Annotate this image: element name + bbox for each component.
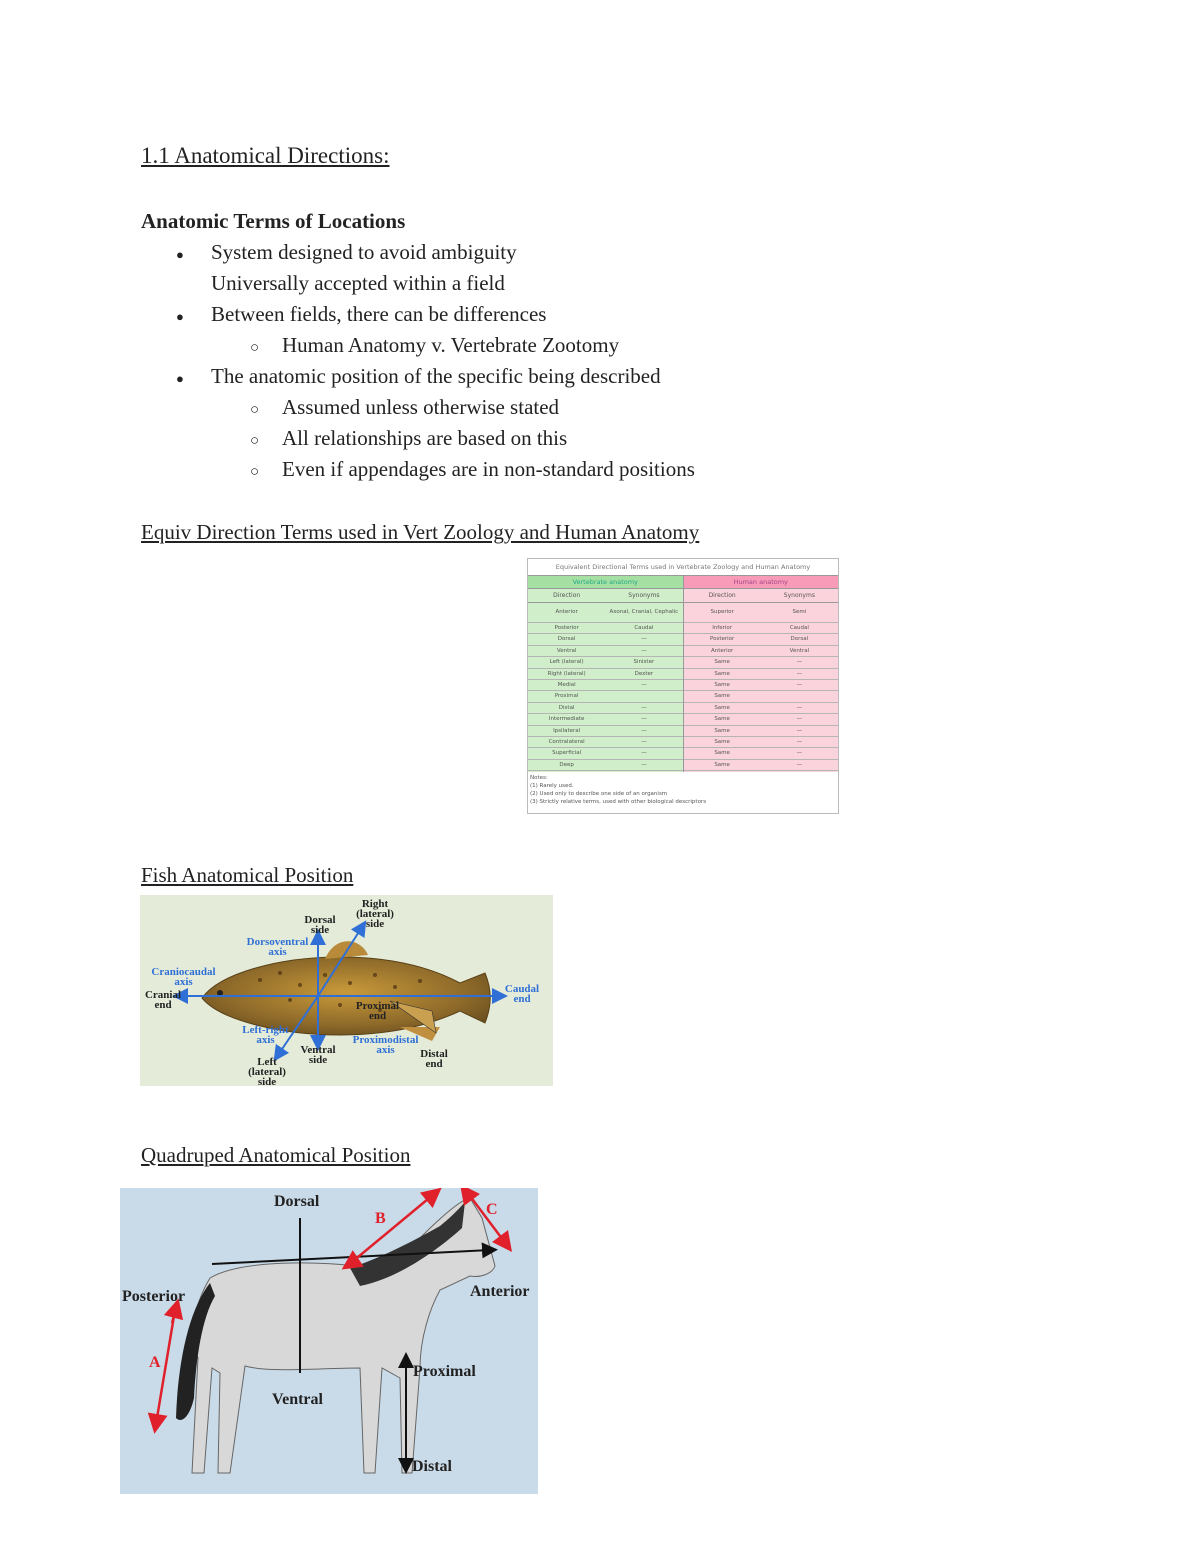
table-note: (2) Used only to describe one side of an organism (530, 791, 668, 797)
table-cell: Same (714, 693, 730, 700)
sub-bullet-item: ○ All relationships are based on this (250, 426, 568, 450)
table-row (684, 703, 839, 714)
bullet-list-item: ● Between fields, there can be differences (176, 302, 547, 326)
table-cell: Deep (559, 761, 574, 768)
bullet-list-item: Universally accepted within a field (211, 271, 505, 295)
horse-figure (120, 1188, 538, 1494)
table-note: (3) Strictly relative terms, used with other biological descriptors (530, 799, 707, 805)
table-cell: Contralateral (548, 738, 585, 745)
sub-bullet-item: ○ Human Anatomy v. Vertebrate Zootomy (250, 333, 620, 357)
table-cell: — (641, 704, 647, 711)
section-heading: Anatomic Terms of Locations (141, 209, 406, 233)
table-cell: Sinister (633, 659, 655, 666)
fish-label-leftright: Left-right axis (242, 1024, 289, 1046)
table-cell: Caudal (789, 625, 809, 631)
table-cell: — (641, 738, 647, 745)
table-cell: Dexter (634, 670, 654, 677)
table-cell: Same (714, 727, 730, 734)
fish-label-dorsal: Dorsal side (304, 914, 336, 936)
table-row (528, 737, 683, 748)
table-row (684, 737, 839, 748)
fish-label-left: Left (lateral) side (248, 1056, 286, 1088)
table-cell: Same (714, 659, 730, 666)
fish-figure (140, 895, 553, 1086)
table-row (684, 634, 839, 645)
fish-label-distal: Distal end (420, 1048, 448, 1070)
table-row (528, 680, 683, 691)
table-row (528, 634, 683, 645)
table-cell: — (796, 738, 803, 745)
page-title: 1.1 Anatomical Directions: (141, 143, 390, 168)
table-cell: Same (714, 670, 730, 677)
col-synonyms: Synonyms (783, 592, 815, 599)
table-cell: — (641, 750, 647, 757)
table-note: Notes: (530, 775, 548, 781)
horse-label-proximal: Proximal (413, 1363, 476, 1380)
table-row (684, 646, 839, 657)
table-row (684, 726, 839, 737)
horse-label-dorsal: Dorsal (274, 1193, 320, 1210)
table-cell: Medial (557, 681, 576, 688)
horse-label-b: B (375, 1210, 386, 1227)
table-cell: Same (714, 750, 730, 757)
table-cell: — (641, 681, 647, 688)
table-cell: — (796, 681, 803, 688)
horse-label-anterior: Anterior (470, 1283, 530, 1300)
vertebrate-header: Vertebrate anatomy (528, 576, 683, 589)
table-cell: — (796, 716, 803, 723)
horse-label-posterior: Posterior (122, 1288, 186, 1305)
equivalence-table (527, 558, 839, 814)
bullet-list-item: ● System designed to avoid ambiguity (176, 240, 517, 264)
fish-label-craniocaudal: Craniocaudal axis (151, 966, 216, 988)
table-cell: Same (714, 704, 730, 711)
table-cell: — (796, 704, 803, 711)
table-cell: Dorsal (790, 636, 809, 643)
fish-label-proximodistal: Proximodistal axis (352, 1034, 419, 1056)
table-row (528, 760, 683, 771)
table-cell: Same (714, 761, 730, 768)
table-caption: Equivalent Directional Terms used in Vertebrate Zoology and Human Anatomy (528, 559, 838, 576)
fish-label-dorsoventral: Dorsoventral axis (246, 936, 309, 958)
table-cell (761, 691, 838, 701)
table-row (528, 623, 683, 634)
table-row (528, 646, 683, 657)
fish-label-proximal: Proximal end (355, 1000, 400, 1022)
section-title-quadruped: Quadruped Anatomical Position (141, 1143, 411, 1167)
table-cell: Inferior (712, 625, 733, 631)
bullet-list-item: ● The anatomic position of the specific being described (176, 364, 661, 388)
human-header: Human anatomy (684, 576, 839, 589)
table-row (528, 748, 683, 759)
table-cell: Distal (558, 704, 575, 711)
table-cell: Caudal (634, 625, 654, 631)
table-cell: Same (714, 716, 730, 723)
table-note: (1) Rarely used. (530, 783, 574, 789)
table-cell: Anterior (711, 647, 734, 654)
table-cell: Same (714, 681, 730, 688)
table-row (528, 726, 683, 737)
table-cell: — (796, 761, 803, 768)
table-cell: Same (714, 738, 730, 745)
table-cell: — (641, 716, 647, 723)
table-row (528, 669, 683, 680)
table-notes (528, 772, 838, 808)
table-cell: — (641, 727, 647, 734)
table-row (528, 691, 683, 702)
table-row (684, 603, 839, 623)
table-row (528, 603, 683, 623)
col-direction: Direction (708, 592, 736, 599)
human-column (684, 576, 839, 772)
col-synonyms: Synonyms (628, 592, 660, 599)
table-cell: Anterior (555, 609, 578, 615)
horse-label-a: A (149, 1354, 161, 1371)
table-cell: Semi (792, 609, 807, 615)
sub-bullet-item: ○ Even if appendages are in non-standard positions (250, 457, 695, 481)
table-cell: Proximal (554, 693, 579, 700)
table-cell: Left (lateral) (549, 659, 584, 666)
section-title-equiv: Equiv Direction Terms used in Vert Zoology and Human Anatomy (141, 520, 700, 544)
table-row (528, 703, 683, 714)
table-cell: Right (lateral) (547, 670, 586, 677)
sub-bullet-item: ○ Assumed unless otherwise stated (250, 395, 560, 419)
horse-illustration (120, 1188, 538, 1494)
horse-label-ventral: Ventral (272, 1391, 323, 1408)
fish-label-ventral: Ventral side (300, 1044, 336, 1066)
table-cell: — (796, 670, 803, 677)
table-cell: Intermediate (548, 716, 585, 723)
table-cell: — (641, 647, 647, 654)
table-cell: Ipsilateral (553, 727, 581, 734)
table-cell: — (641, 761, 647, 768)
horse-label-distal: Distal (412, 1458, 452, 1475)
table-row (684, 680, 839, 691)
horse-shape (176, 1198, 495, 1473)
table-cell: Posterior (554, 625, 579, 631)
table-row (684, 691, 839, 702)
fish-illustration (140, 895, 553, 1086)
table-cell: Ventral (556, 647, 577, 654)
horse-label-c: C (486, 1201, 498, 1218)
table-cell: Dorsal (557, 636, 576, 643)
table-row (528, 714, 683, 725)
table-cell (605, 691, 682, 701)
col-direction: Direction (553, 592, 581, 599)
table-cell: Superficial (552, 750, 582, 757)
table-cell: — (641, 636, 647, 643)
table-cell: — (796, 750, 803, 757)
table-row (684, 760, 839, 771)
fish-label-caudal: Caudal end (504, 983, 540, 1005)
table-cell: Posterior (709, 636, 735, 643)
table-cell: — (796, 659, 803, 666)
table-row (684, 669, 839, 680)
fish-label-cranial: Cranial end (144, 989, 182, 1011)
table-cell: Axonal, Cranial, Cephalic (609, 609, 679, 615)
table-row (528, 657, 683, 668)
table-row (684, 748, 839, 759)
fish-label-right: Right (lateral) side (356, 898, 394, 930)
table-row (684, 714, 839, 725)
table-cell: Ventral (789, 647, 810, 654)
table-cell: — (796, 727, 803, 734)
table-cell: Superior (710, 609, 734, 615)
section-title-fish: Fish Anatomical Position (141, 863, 354, 887)
vertebrate-column (528, 576, 684, 772)
table-row (684, 657, 839, 668)
red-arrow-b-tail (350, 1260, 356, 1264)
table-row (684, 623, 839, 634)
